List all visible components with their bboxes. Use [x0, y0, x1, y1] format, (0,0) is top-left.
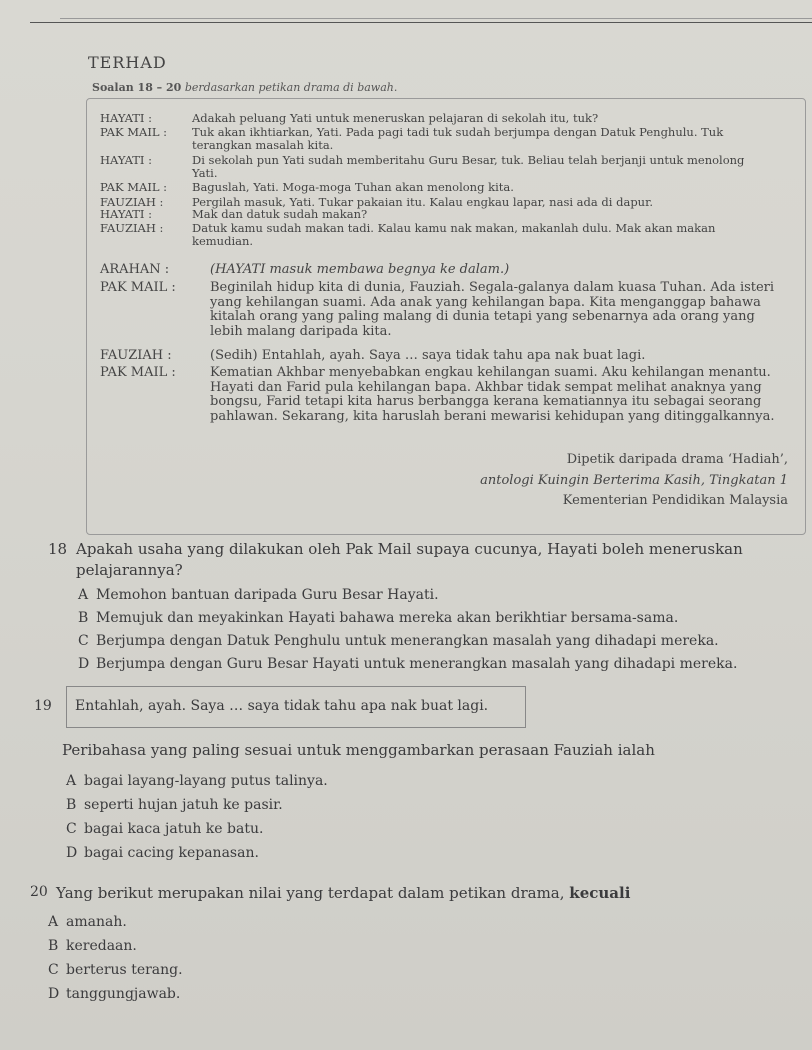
speaker: HAYATI :	[100, 153, 152, 167]
option-letter: A	[78, 587, 89, 603]
option-text: Berjumpa dengan Guru Besar Hayati untuk menerangkan masalah yang dihadapi mereka.	[96, 656, 738, 672]
option-letter: B	[66, 797, 77, 813]
quote-text: Entahlah, ayah. Saya … saya tidak tahu apa nak buat lagi.	[75, 698, 489, 714]
question-text: Peribahasa yang paling sesuai untuk menggambarkan perasaan Fauziah ialah	[62, 741, 655, 759]
dialogue-text: Beginilah hidup kita di dunia, Fauziah. Segala-galanya dalam kuasa Tuhan. Ada isteri yang kehilangan suami. Ada anak yang kehilangan bapa. Kita menganggap bahawa kitalah orang yang paling malang di dunia tetapi yang sebenarnya ada orang yang lebih malang daripada kita.	[210, 280, 775, 339]
question-number: 19	[34, 698, 52, 714]
option-text: Berjumpa dengan Datuk Penghulu untuk menerangkan masalah yang dihadapi mereka.	[96, 633, 719, 649]
option-text: keredaan.	[66, 938, 137, 954]
answer-option[interactable]	[78, 656, 737, 672]
answer-option[interactable]	[78, 587, 439, 603]
dialogue-text: Baguslah, Yati. Moga-moga Tuhan akan menolong kita.	[192, 180, 514, 194]
dialogue-line	[100, 126, 752, 151]
option-text: bagai kaca jatuh ke batu.	[84, 821, 264, 837]
question-number: 20	[30, 884, 48, 900]
answer-option[interactable]	[48, 938, 137, 954]
dialogue-text: Pergilah masuk, Yati. Tukar pakaian itu. Kalau engkau lapar, nasi ada di dapur.	[192, 195, 653, 209]
answer-option[interactable]	[78, 610, 678, 626]
answer-option[interactable]	[48, 914, 127, 930]
option-letter: D	[48, 986, 60, 1002]
dialogue-line	[100, 181, 752, 194]
option-text: Memohon bantuan daripada Guru Besar Hayati.	[96, 587, 439, 603]
option-text: seperti hujan jatuh ke pasir.	[84, 797, 283, 813]
instruction: Soalan 18 – 20 berdasarkan petikan drama di bawah.	[92, 81, 398, 94]
answer-option[interactable]	[78, 633, 719, 649]
answer-option[interactable]	[66, 821, 263, 837]
dialogue-text: Di sekolah pun Yati sudah memberitahu Guru Besar, tuk. Beliau telah berjanji untuk menolong Yati.	[192, 153, 745, 180]
option-letter: B	[78, 610, 89, 626]
source-line-1: Dipetik daripada drama ‘Hadiah’,	[566, 452, 788, 467]
answer-option[interactable]	[48, 986, 180, 1002]
dialogue-text: Datuk kamu sudah makan tadi. Kalau kamu nak makan, makanlah dulu. Mak akan makan kemudian.	[192, 221, 716, 248]
answer-option[interactable]	[66, 773, 328, 789]
option-text: bagai layang-layang putus talinya.	[84, 773, 328, 789]
speaker: PAK MAIL :	[100, 180, 168, 194]
header-label: TERHAD	[88, 53, 167, 72]
top-rule	[30, 22, 812, 23]
top-rule	[60, 18, 812, 19]
speaker: FAUZIAH :	[100, 348, 172, 363]
option-text: amanah.	[66, 914, 127, 930]
question-number: 18	[48, 540, 68, 558]
speaker: PAK MAIL :	[100, 365, 176, 380]
speaker: FAUZIAH :	[100, 195, 164, 209]
source-line-2: antologi Kuingin Berterima Kasih, Tingkatan 1	[480, 473, 788, 488]
answer-option[interactable]	[66, 797, 283, 813]
option-letter: C	[48, 962, 59, 978]
option-letter: C	[78, 633, 89, 649]
quote-box	[66, 686, 526, 728]
option-letter: A	[48, 914, 59, 930]
question-text: Apakah usaha yang dilakukan oleh Pak Mail supaya cucunya, Hayati boleh meneruskan	[76, 540, 743, 558]
option-letter: A	[66, 773, 77, 789]
dialogue-text: Kematian Akhbar menyebabkan engkau kehilangan suami. Aku kehilangan menantu. Hayati dan Farid pula kehilangan bapa. Akhbar tidak sempat melihat anaknya yang bongsu, Farid tetapi kita harus berbangga kerana kematiannya itu sebagai seorang pahlawan. Sekarang, kita haruslah berani mewarisi kehidupan yang ditinggalkannya.	[210, 365, 775, 424]
dialogue-text: Adakah peluang Yati untuk meneruskan pelajaran di sekolah itu, tuk?	[192, 111, 599, 125]
speaker: HAYATI :	[100, 207, 152, 221]
option-letter: C	[66, 821, 77, 837]
dialogue-line	[100, 366, 785, 424]
dialogue-line	[100, 349, 785, 364]
speaker: FAUZIAH :	[100, 221, 164, 235]
dialogue-line	[100, 263, 785, 278]
option-text: tanggungjawab.	[66, 986, 181, 1002]
dialogue-line	[100, 112, 752, 125]
speaker: HAYATI :	[100, 111, 152, 125]
option-letter: B	[48, 938, 59, 954]
question-text: Yang berikut merupakan nilai yang terdapat dalam petikan drama, kecuali	[56, 884, 631, 902]
dialogue-text: Mak dan datuk sudah makan?	[192, 207, 368, 221]
option-letter: D	[78, 656, 90, 672]
option-text: berterus terang.	[66, 962, 183, 978]
speaker: ARAHAN :	[100, 262, 170, 277]
dialogue-text: (Sedih) Entahlah, ayah. Saya … saya tidak tahu apa nak buat lagi.	[210, 348, 646, 363]
speaker: PAK MAIL :	[100, 125, 168, 139]
dialogue-line	[100, 154, 752, 179]
source-line-3: Kementerian Pendidikan Malaysia	[562, 493, 788, 508]
option-text: Memujuk dan meyakinkan Hayati bahawa mereka akan berikhtiar bersama-sama.	[96, 610, 679, 626]
dialogue-text: Tuk akan ikhtiarkan, Yati. Pada pagi tadi tuk sudah berjumpa dengan Datuk Penghulu. Tuk terangkan masalah kita.	[192, 125, 724, 152]
dialogue-line	[100, 208, 752, 221]
answer-option[interactable]	[48, 962, 183, 978]
option-text: bagai cacing kepanasan.	[84, 845, 259, 861]
question-text: pelajarannya?	[76, 561, 183, 579]
dialogue-text: (HAYATI masuk membawa begnya ke dalam.)	[210, 262, 510, 277]
speaker: PAK MAIL :	[100, 280, 176, 295]
dialogue-line	[100, 281, 785, 339]
answer-option[interactable]	[66, 845, 259, 861]
dialogue-line	[100, 222, 752, 247]
option-letter: D	[66, 845, 78, 861]
